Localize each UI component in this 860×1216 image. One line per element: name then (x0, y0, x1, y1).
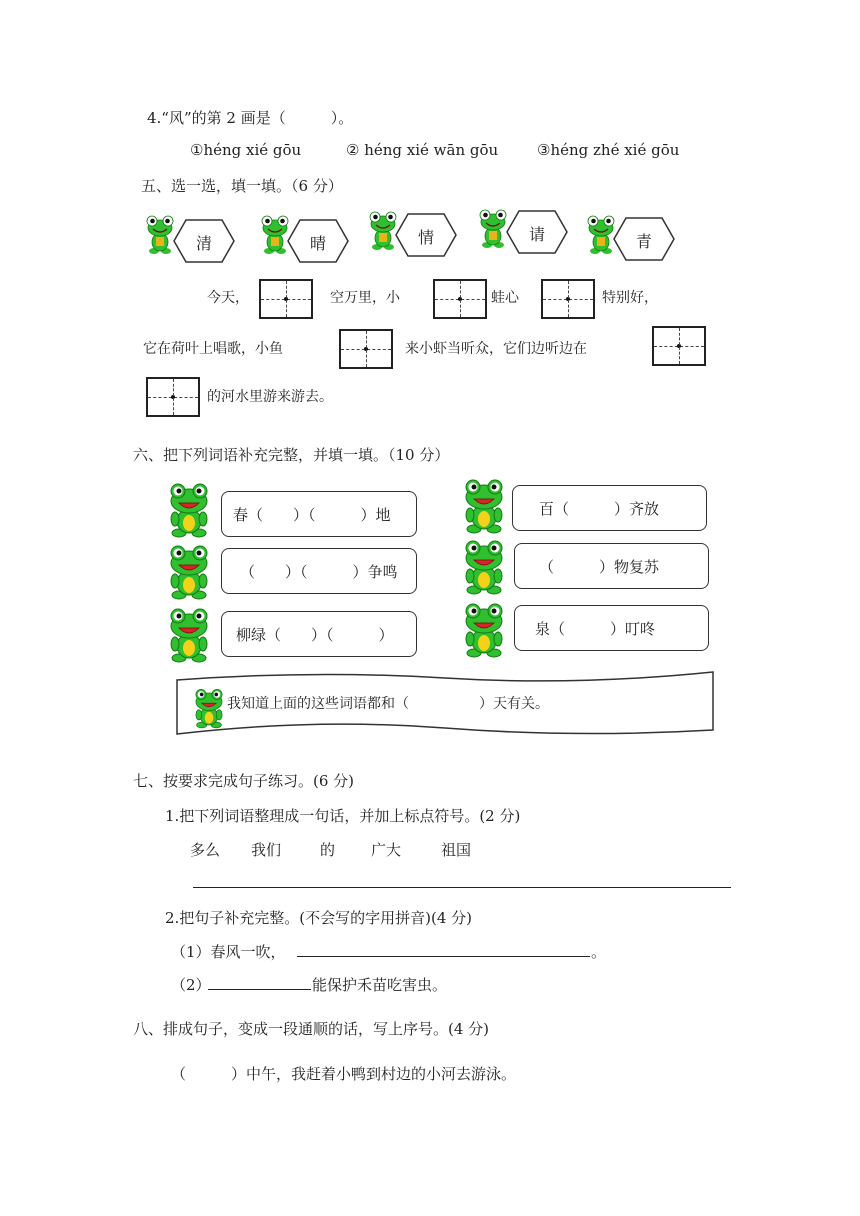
char-grid-box[interactable] (339, 329, 393, 369)
q4-option-2: ② héng xié wān gōu (346, 141, 499, 159)
word-chip: 多么 (190, 841, 221, 859)
char-grid-box[interactable] (259, 279, 313, 319)
s7-q1: 1.把下列词语整理成一句话，并加上标点符号。(2 分) (165, 807, 521, 825)
char-grid-box[interactable] (652, 326, 706, 366)
frog-icon (167, 545, 211, 601)
s8-line-1: （ ）中午，我赶着小鸭到村边的小河去游泳。 (171, 1065, 517, 1083)
section-7-title: 七、按要求完成句子练习。(6 分) (133, 772, 355, 790)
sentence-1-suffix: 。 (591, 943, 607, 961)
char-grid-box[interactable] (541, 279, 595, 319)
q4-option-3: ③héng zhé xié gōu (537, 141, 680, 159)
word-chip: 的 (320, 841, 336, 859)
section-5-title: 五、选一选，填一填。（6 分） (141, 177, 343, 195)
word-box-text: （ ）（ ）争鸣 (240, 562, 398, 581)
frog-icon (167, 608, 211, 664)
fill-text: 特别好， (602, 290, 658, 306)
frog-icon (462, 540, 506, 596)
s7-q2: 2.把句子补充完整。(不会写的字用拼音)(4 分) (165, 909, 473, 927)
word-box-text: （ ）物复苏 (539, 557, 660, 576)
answer-line[interactable] (297, 956, 590, 957)
word-box (221, 611, 417, 657)
fill-text: 空万里，小 (330, 290, 400, 306)
word-box-text: 泉（ ）叮咚 (535, 619, 656, 638)
word-box-text: 百（ ）齐放 (539, 499, 660, 518)
word-box (514, 605, 709, 651)
section-6-title: 六、把下列词语补充完整，并填一填。（10 分） (133, 446, 450, 464)
fill-text: 蛙心 (491, 290, 519, 306)
fill-text: 来小虾当听众，它们边听边在 (405, 341, 587, 357)
char-option-qing: 清 (195, 234, 212, 253)
char-option-qing-sunny: 晴 (309, 234, 326, 253)
word-box (514, 543, 709, 589)
fill-text: 它在荷叶上唱歌，小鱼 (143, 341, 283, 357)
fill-text: 的河水里游来游去。 (207, 389, 333, 405)
q4-stem: 4.“风”的第 2 画是（ ）。 (147, 109, 354, 127)
fill-text: 今天， (207, 290, 249, 306)
section-8-title: 八、排成句子，变成一段通顺的话，写上序号。(4 分) (133, 1020, 490, 1038)
frog-icon (462, 479, 506, 535)
banner-text: 我知道上面的这些词语都和（ ）天有关。 (227, 696, 549, 712)
word-chip: 祖国 (441, 841, 472, 859)
sentence-2-prefix: （2） (171, 976, 211, 994)
q4-option-1: ①héng xié gōu (190, 141, 302, 159)
sentence-2-suffix: 能保护禾苗吃害虫。 (312, 976, 448, 994)
char-grid-box[interactable] (433, 279, 487, 319)
word-box (512, 485, 707, 531)
word-box (221, 491, 417, 537)
frog-icon (167, 483, 211, 539)
char-option-qing-please: 请 (528, 225, 545, 244)
sentence-1-prefix: （1）春风一吹， (171, 943, 286, 961)
word-box (221, 548, 417, 594)
frog-icon (462, 603, 506, 659)
answer-line[interactable] (208, 989, 311, 990)
word-box-text: 春（ ）（ ）地 (233, 505, 391, 524)
char-option-qing-blue: 青 (635, 232, 652, 251)
char-grid-box[interactable] (146, 377, 200, 417)
frog-icon (193, 686, 225, 732)
answer-line[interactable] (193, 887, 731, 888)
word-chip: 我们 (251, 841, 282, 859)
word-chip: 广大 (371, 841, 402, 859)
char-option-qing-feeling: 情 (417, 228, 434, 247)
word-box-text: 柳绿（ ）（ ） (236, 625, 394, 644)
